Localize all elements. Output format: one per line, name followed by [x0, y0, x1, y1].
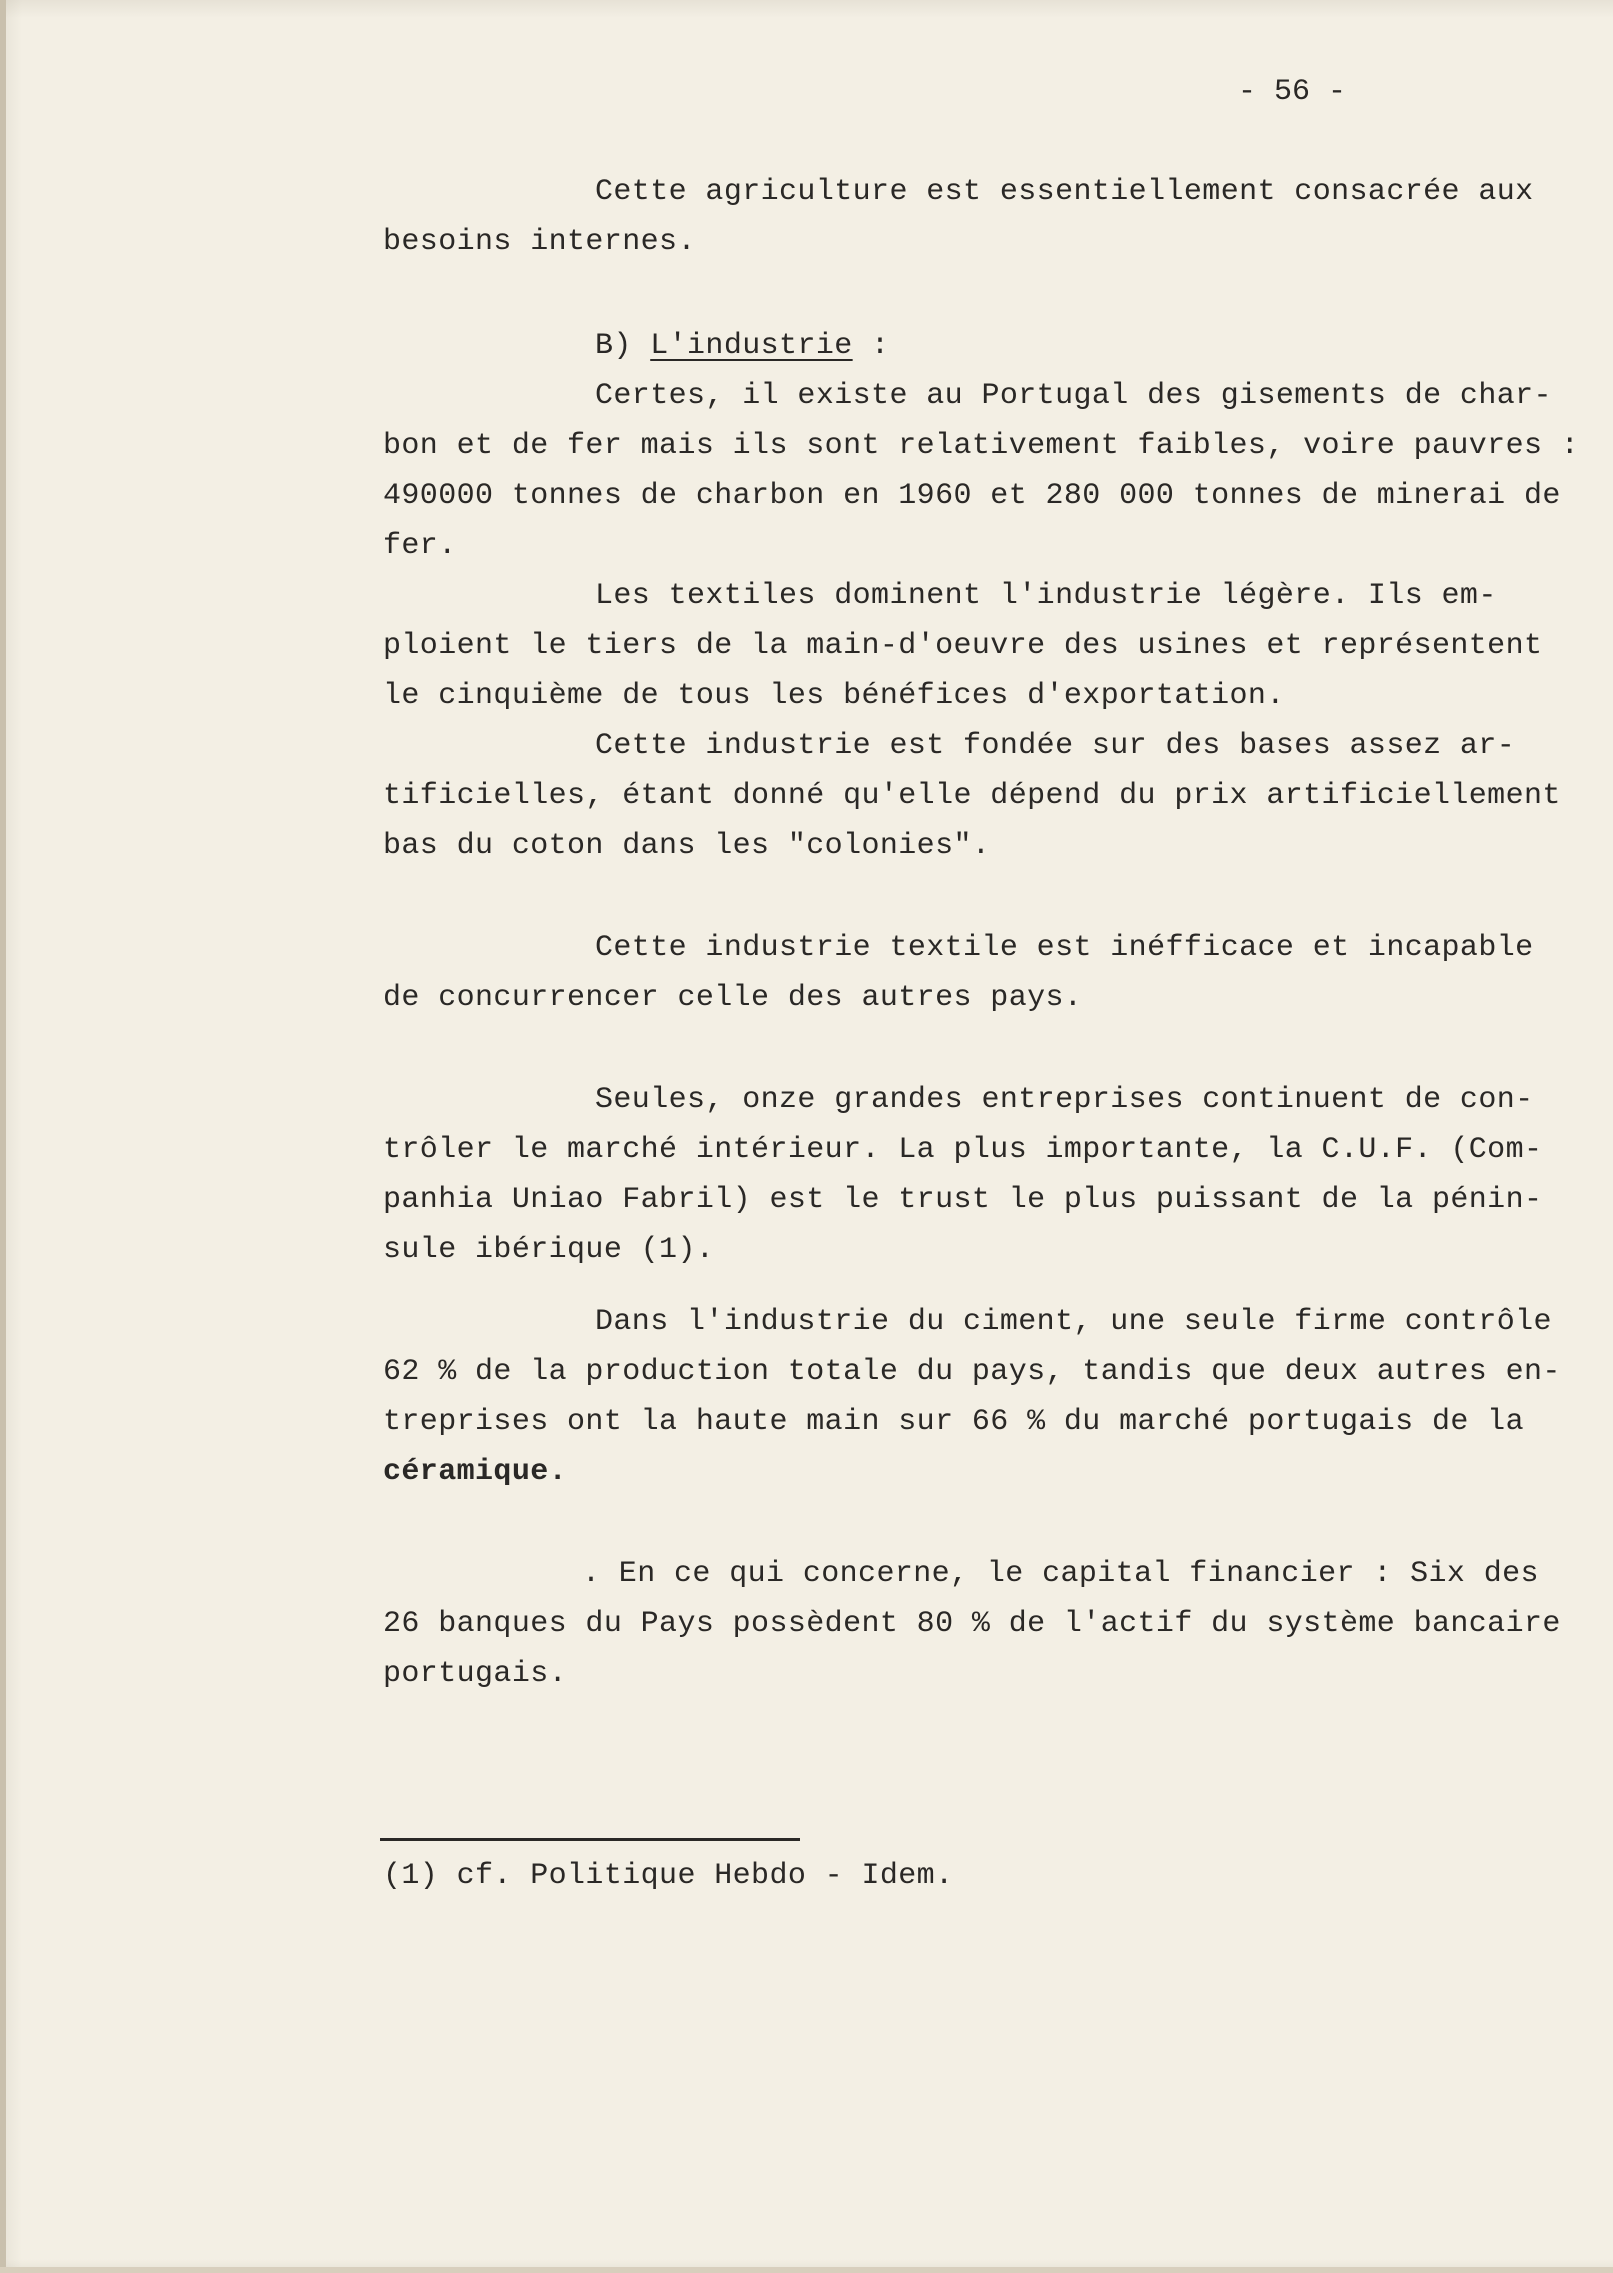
paragraph-line: 490000 tonnes de charbon en 1960 et 280 000 tonnes de minerai de	[383, 479, 1561, 513]
footnote-separator	[380, 1838, 800, 1841]
paragraph-line: trôler le marché intérieur. La plus importante, la C.U.F. (Com-	[383, 1133, 1543, 1167]
paragraph-line: Cette industrie textile est inéfficace et incapable	[595, 931, 1534, 965]
section-heading	[595, 326, 889, 366]
paragraph-line: sule ibérique (1).	[383, 1233, 715, 1267]
paragraph-line: fer.	[383, 529, 457, 563]
section-heading-prefix: B)	[595, 329, 651, 363]
paragraph-line: Les textiles dominent l'industrie légère. Ils em-	[595, 579, 1497, 613]
paragraph-line: Certes, il existe au Portugal des gisements de char-	[595, 379, 1552, 413]
paragraph-line: 26 banques du Pays possèdent 80 % de l'actif du système bancaire	[383, 1607, 1561, 1641]
paragraph-line: Dans l'industrie du ciment, une seule firme contrôle	[595, 1305, 1552, 1339]
paragraph-line: . En ce qui concerne, le capital financier : Six des	[582, 1557, 1539, 1591]
page-number: - 56 -	[1238, 75, 1347, 109]
paragraph-line: bon et de fer mais ils sont relativement faibles, voire pauvres :	[383, 429, 1580, 463]
paragraph-line: portugais.	[383, 1657, 568, 1691]
paragraph-line: panhia Uniao Fabril) est le trust le plus puissant de la pénin-	[383, 1183, 1543, 1217]
paragraph-line: bas du coton dans les "colonies".	[383, 829, 991, 863]
paragraph-line: céramique.	[383, 1455, 568, 1489]
section-heading-suffix: :	[852, 329, 890, 363]
paragraph-line: tificielles, étant donné qu'elle dépend du prix artificiellement	[383, 779, 1561, 813]
paragraph-line: ploient le tiers de la main-d'oeuvre des usines et représentent	[383, 629, 1543, 663]
footnote-text: (1) cf. Politique Hebdo - Idem.	[383, 1859, 954, 1893]
page-bottom-edge	[0, 2267, 1613, 2273]
paragraph-line: le cinquième de tous les bénéfices d'exportation.	[383, 679, 1285, 713]
paragraph-line: Cette industrie est fondée sur des bases assez ar-	[595, 729, 1516, 763]
paragraph-line: besoins internes.	[383, 225, 696, 259]
paragraph-line: treprises ont la haute main sur 66 % du marché portugais de la	[383, 1405, 1524, 1439]
paragraph-line: Seules, onze grandes entreprises continuent de con-	[595, 1083, 1534, 1117]
paragraph-line: Cette agriculture est essentiellement consacrée aux	[595, 175, 1534, 209]
section-heading-title: L'industrie	[650, 329, 853, 363]
page-left-edge	[0, 0, 6, 2273]
paragraph-line: de concurrencer celle des autres pays.	[383, 981, 1083, 1015]
paragraph-line: 62 % de la production totale du pays, tandis que deux autres en-	[383, 1355, 1561, 1389]
